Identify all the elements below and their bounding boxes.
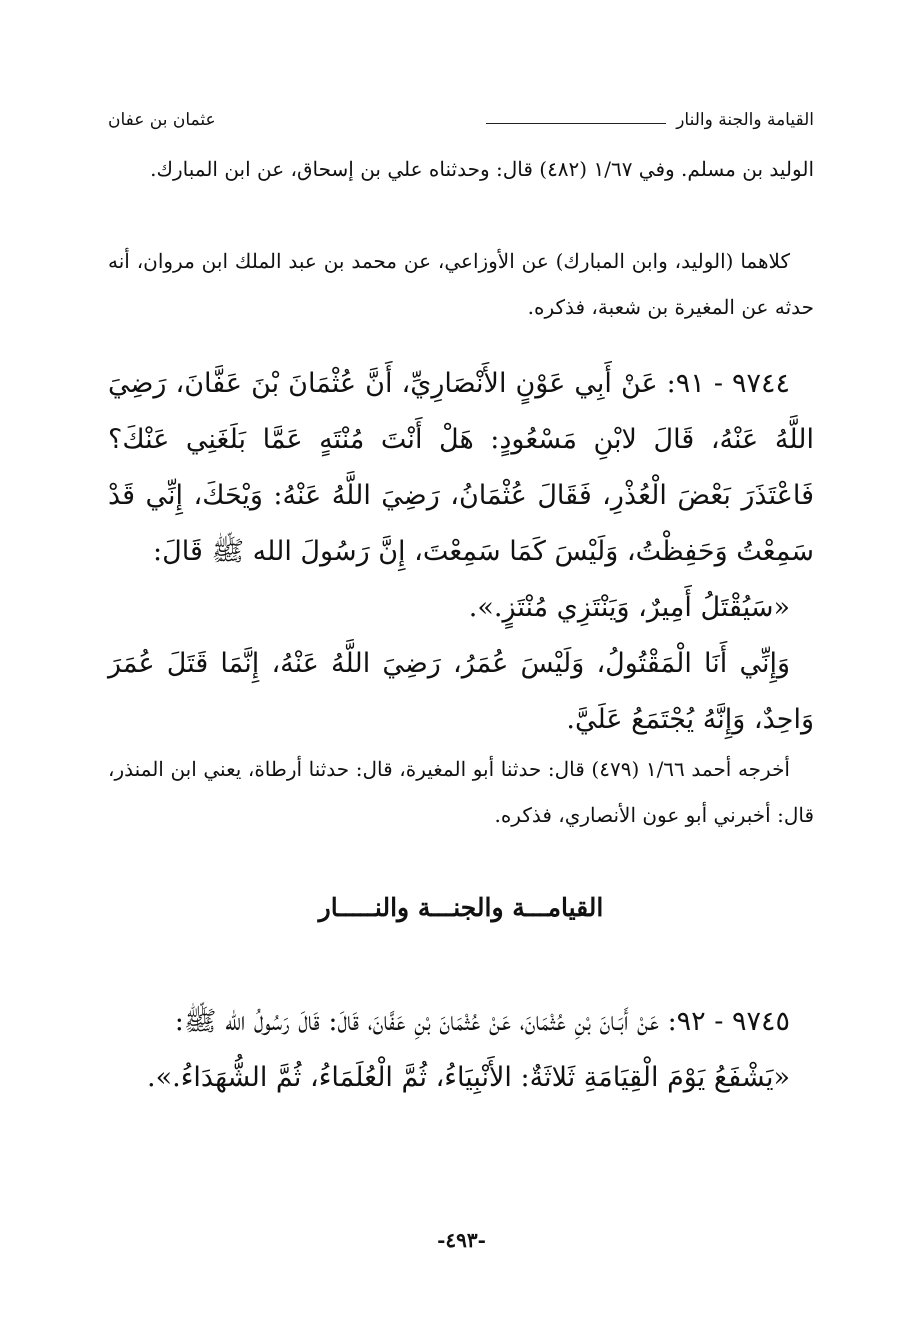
hadith-intro: ٩٧٤٥ - ٩٢: عَنْ أَبَـانَ بْنِ عُثْمَانَ، عَنْ عُثْمَانَ بْنِ عَفَّانَ، قَالَ: قَالَ رَسُولُ الله ﷺ: xyxy=(174,1006,790,1037)
page-number: -٤٩٣- xyxy=(437,1228,486,1252)
hadith-source-note xyxy=(108,746,814,838)
hadith-continuation: وَإِنِّي أَنَا الْمَقْتُولُ، وَلَيْسَ عُمَرُ، رَضِيَ اللَّهُ عَنْهُ، إِنَّمَا قَتَلَ عُمَرَ وَاحِدٌ، وَإِنَّهُ يُجْتَمَعُ عَلَيَّ. xyxy=(108,648,814,735)
section-title: القيامـــة والجنـــة والنـــــار xyxy=(318,893,604,922)
header-rule xyxy=(486,123,666,124)
hadith-quote: «يَشْفَعُ يَوْمَ الْقِيَامَةِ ثَلاثَةٌ: الأَنْبِيَاءُ، ثُمَّ الْعُلَمَاءُ، ثُمَّ الشُّهَدَاءُ.». xyxy=(147,1062,790,1093)
source-text: أخرجه أحمد ١/٦٦ (٤٧٩) قال: حدثنا أبو المغيرة، قال: حدثنا أرطاة، يعني ابن المنذر، قال: أخبرني أبو عون الأنصاري، فذكره. xyxy=(108,757,814,827)
running-header xyxy=(108,100,814,140)
footnote-continuation xyxy=(108,146,814,192)
footnote-text: كلاهما (الوليد، وابن المبارك) عن الأوزاعي، عن محمد بن عبد الملك ابن مروان، أنه حدثه عن المغيرة بن شعبة، فذكره. xyxy=(108,249,814,319)
hadith-9744 xyxy=(108,356,814,748)
footnote-text: الوليد بن مسلم. وفي ١/٦٧ (٤٨٢) قال: وحدثناه علي بن إسحاق، عن ابن المبارك. xyxy=(150,157,814,181)
hadith-9745 xyxy=(108,994,814,1106)
footnote-chain xyxy=(108,238,814,330)
hadith-quote: «سَيُقْتَلُ أَمِيرٌ، وَيَنْتَزِي مُنْتَزٍ.». xyxy=(468,592,790,623)
hadith-intro: ٩٧٤٤ - ٩١: عَنْ أَبِي عَوْنٍ الأَنْصَارِيِّ، أَنَّ عُثْمَانَ بْنَ عَفَّانَ، رَضِيَ اللَّهُ عَنْهُ، قَالَ لابْنِ مَسْعُودٍ: هَلْ أَنْتَ مُنْتَهٍ عَمَّا بَلَغَنِي عَنْكَ؟ فَاعْتَذَرَ بَعْضَ الْعُذْرِ، فَقَالَ عُثْمَانُ، رَضِيَ اللَّهُ عَنْهُ: وَيْحَكَ، إِنِّي قَدْ سَمِعْتُ وَحَفِظْتُ، وَلَيْسَ كَمَا سَمِعْتَ، إِنَّ رَسُولَ الله ﷺ قَالَ: xyxy=(108,368,814,567)
header-book-title: عثمان بن عفان xyxy=(108,110,216,130)
header-chapter-title: القيامة والجنة والنار xyxy=(676,110,814,130)
